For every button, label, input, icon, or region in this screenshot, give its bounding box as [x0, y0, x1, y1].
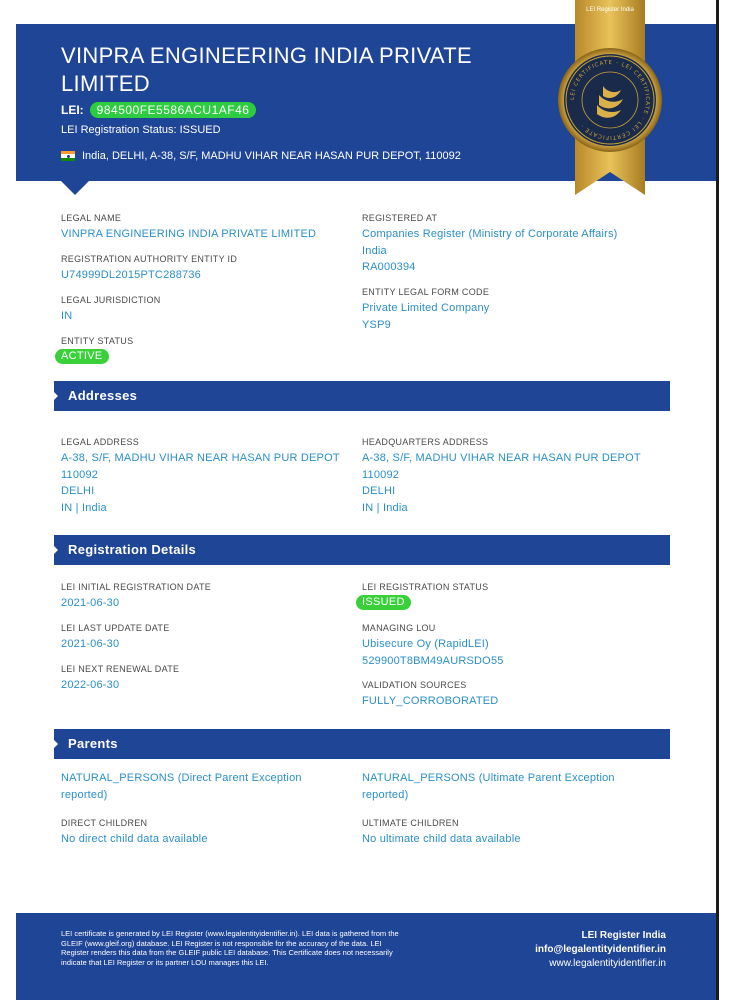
entity-status-label: ENTITY STATUS — [61, 336, 134, 346]
ra-entity-id-value: U74999DL2015PTC288736 — [61, 269, 201, 281]
jurisdiction-field — [61, 295, 161, 325]
legal-form-line: Private Limited Company — [362, 302, 490, 314]
legal-address-line: A-38, S/F, MADHU VIHAR NEAR HASAN PUR DEPOT — [61, 452, 340, 464]
last-update-value: 2021-06-30 — [61, 638, 120, 650]
legal-name-value: VINPRA ENGINEERING INDIA PRIVATE LIMITED — [61, 228, 317, 240]
ultimate-parent-value — [362, 770, 615, 803]
ultimate-parent-field — [362, 767, 615, 803]
ribbon-graphic — [555, 0, 665, 200]
hq-address-line: DELHI — [362, 485, 396, 497]
last-update-field — [61, 623, 170, 653]
registration-section-header: Registration Details — [54, 535, 670, 565]
certificate-footer — [16, 913, 716, 1000]
addresses-section-header: Addresses — [54, 381, 670, 411]
hq-address-line: IN | India — [362, 501, 408, 514]
last-update-label: LEI LAST UPDATE DATE — [61, 623, 170, 633]
footer-email-link[interactable]: info@legalentityidentifier.in — [535, 944, 666, 955]
legal-name-field — [61, 213, 316, 243]
managing-lou-label: MANAGING LOU — [362, 623, 436, 633]
page-edge — [716, 0, 719, 1000]
registered-at-line: RA000394 — [362, 261, 416, 273]
next-renewal-label: LEI NEXT RENEWAL DATE — [61, 664, 180, 674]
legal-form-value — [362, 300, 490, 333]
footer-contact — [535, 929, 666, 971]
registered-at-field — [362, 213, 618, 276]
jurisdiction-value: IN — [61, 310, 73, 322]
ribbon-label: LEI Register India — [586, 7, 634, 13]
hq-address-line: A-38, S/F, MADHU VIHAR NEAR HASAN PUR DEPOT — [362, 452, 641, 464]
lei-label: LEI: — [61, 103, 84, 117]
ultimate-children-label: ULTIMATE CHILDREN — [362, 818, 459, 828]
legal-address-label: LEGAL ADDRESS — [61, 437, 140, 447]
seal-text: LEI CERTIFICATE · LEI CERTIFICATE · LEI CERTIFICATE · — [569, 59, 651, 141]
legal-form-field — [362, 287, 490, 333]
initial-registration-value: 2021-06-30 — [61, 597, 120, 609]
ultimate-children-field — [362, 818, 521, 848]
registered-at-value — [362, 226, 618, 276]
certificate-ribbon — [555, 0, 665, 200]
legal-address-value — [61, 450, 340, 516]
direct-parent-value — [61, 770, 302, 803]
validation-sources-label: VALIDATION SOURCES — [362, 680, 467, 690]
direct-parent-field — [61, 767, 302, 803]
initial-registration-label: LEI INITIAL REGISTRATION DATE — [61, 582, 212, 592]
ultimate-children-value: No ultimate child data available — [362, 833, 521, 845]
direct-children-label: DIRECT CHILDREN — [61, 818, 148, 828]
legal-form-line: YSP9 — [362, 318, 391, 331]
ra-entity-id-label: REGISTRATION AUTHORITY ENTITY ID — [61, 254, 238, 264]
hq-address-line: 110092 — [362, 468, 400, 481]
managing-lou-line: 529900T8BM49AURSDO55 — [362, 654, 504, 667]
hq-address-field — [362, 437, 641, 516]
seal-face — [564, 54, 656, 146]
registered-at-line: India — [362, 244, 387, 257]
registration-status-badge: ISSUED — [356, 595, 411, 610]
entity-status-badge: ACTIVE — [55, 349, 109, 364]
legal-address-line: IN | India — [61, 501, 107, 514]
registration-status-label: LEI REGISTRATION STATUS — [362, 582, 489, 592]
managing-lou-field — [362, 623, 504, 669]
next-renewal-value: 2022-06-30 — [61, 679, 120, 691]
legal-address-field — [61, 437, 340, 516]
lei-row — [61, 102, 256, 118]
company-name: VINPRA ENGINEERING INDIA PRIVATE LIMITED — [61, 43, 472, 96]
direct-children-value: No direct child data available — [61, 833, 208, 845]
lei-code-badge: 984500FE5586ACU1AF46 — [90, 102, 257, 118]
legal-address-line: 110092 — [61, 468, 99, 481]
registered-at-line: Companies Register (Ministry of Corporate Affairs) — [362, 228, 618, 240]
managing-lou-line: Ubisecure Oy (RapidLEI) — [362, 638, 489, 650]
validation-sources-value: FULLY_CORROBORATED — [362, 695, 499, 707]
lei-registration-status: LEI Registration Status: ISSUED — [61, 124, 221, 136]
initial-registration-field — [61, 582, 211, 612]
legal-form-label: ENTITY LEGAL FORM CODE — [362, 287, 490, 297]
parents-section-header: Parents — [54, 729, 670, 759]
next-renewal-field — [61, 664, 179, 694]
header-pointer — [61, 181, 89, 195]
india-flag-icon — [61, 151, 75, 161]
hq-address-value — [362, 450, 641, 516]
ultimate-parent-line: reported) — [362, 788, 409, 801]
validation-sources-field — [362, 680, 498, 710]
legal-name-label: LEGAL NAME — [61, 213, 122, 223]
jurisdiction-label: LEGAL JURISDICTION — [61, 295, 161, 305]
header-address — [61, 150, 461, 162]
direct-children-field — [61, 818, 208, 848]
direct-parent-line: reported) — [61, 788, 108, 801]
hq-address-label: HEADQUARTERS ADDRESS — [362, 437, 489, 447]
legal-address-line: DELHI — [61, 485, 95, 497]
entity-status-field — [61, 336, 133, 364]
managing-lou-value — [362, 636, 504, 669]
header-address-text: India, DELHI, A-38, S/F, MADHU VIHAR NEAR HASAN PUR DEPOT, 110092 — [82, 150, 461, 162]
footer-org: LEI Register India — [581, 930, 666, 941]
footer-website-link[interactable]: www.legalentityidentifier.in — [549, 958, 666, 969]
registration-status-field — [362, 582, 488, 610]
direct-parent-line: NATURAL_PERSONS (Direct Parent Exception — [61, 772, 302, 784]
registered-at-label: REGISTERED AT — [362, 213, 438, 223]
footer-disclaimer: LEI certificate is generated by LEI Register (www.legalentityidentifier.in). LEI data is gathered from the GLEIF (www.gleif.org) database. LEI Register is not responsible for the accuracy of the data. LEI Register renders this data from the GLEIF public LEI database. This Certificate does not necessarily indicate that LEI Register or its partner LOU manages this LEI. — [61, 929, 399, 967]
ra-entity-id-field — [61, 254, 237, 284]
ultimate-parent-line: NATURAL_PERSONS (Ultimate Parent Exception — [362, 772, 615, 784]
